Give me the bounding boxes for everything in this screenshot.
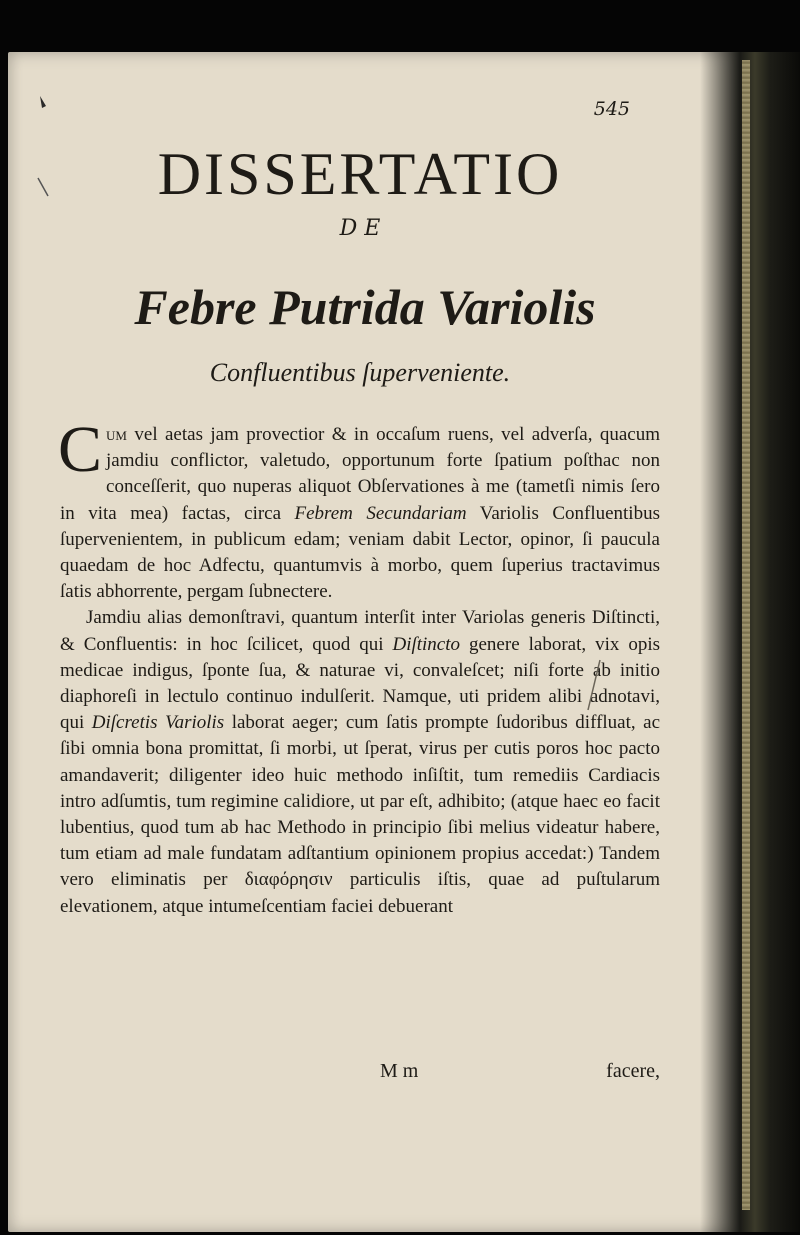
catchword: facere, bbox=[606, 1060, 660, 1082]
paragraph-2-text-3: laborat aeger; cum ſatis prompte ſudoribus diffluat, ac ſibi omnia bona promittat, ſi morbi, ut ſperat, virus per cutis poros hoc pacto amandaverit; diligenter ideo huic methodo inſiſtit, tum remediis Cardiacis intro adſumtis, tum regimine calidiore, ut par eſt, adhibito; (atque haec eo facit lubentius, quod tum ab hac Methodo in principio ſibi melius videatur habere, tum etiam ad male fundatam adſtantium opinionem propius accedat:) Tandem vero eliminatis per bbox=[60, 712, 661, 891]
greek-word: διαφόρησιν bbox=[244, 869, 333, 891]
margin-ink-marks bbox=[10, 60, 70, 200]
body-text bbox=[58, 413, 661, 920]
paragraph-1-italic: Febrem Secundariam bbox=[294, 502, 467, 524]
paragraph-2-text-4: particulis iſtis, quae ad puſtularum elevationem, atque intumeſcentiam faciei debuerant bbox=[60, 869, 660, 917]
page-content bbox=[60, 52, 690, 1232]
drop-cap: C bbox=[58, 413, 103, 486]
paragraph-2-text-2: genere laborat, vix opis medicae indigus, ſponte ſua, & naturae vi, convaleſcet; niſi forte ab initio diaphoreſi in lectulo continuo indulſerit. Namque, uti pridem alibi adnotavi, qui bbox=[60, 633, 660, 734]
paragraph-1 bbox=[58, 413, 660, 605]
paragraph-1-text-2: Variolis Confluentibus ſupervenientem, in publicum edam; veniam dabit Lector, opinor, ſi paucula quaedam de hoc Adfectu, quantumvis à morbo, quem ſuperius tractavimus ſatis abhorrente, pergam ſubnectere. bbox=[60, 502, 660, 603]
margin-slash-mark bbox=[580, 650, 610, 720]
page-number: 545 bbox=[593, 98, 630, 120]
paragraph-2 bbox=[60, 605, 660, 919]
paragraph-2-italic-2: Diſcretis Variolis bbox=[91, 712, 225, 734]
paragraph-2-italic-1: Diſtincto bbox=[392, 633, 461, 655]
book-spine-shadow bbox=[700, 52, 800, 1232]
title-main: DISSERTATIO bbox=[157, 141, 563, 207]
signature-mark: M m bbox=[380, 1060, 419, 1082]
title-subject: Febre Putrida Variolis bbox=[134, 279, 596, 335]
title-de: D E bbox=[339, 216, 381, 241]
paragraph-1-text: vel aetas jam provectior & in occaſum ruens, vel adverſa, quacum jamdiu conflictor, valetudo, opportunum forte ſpatium poſthac non conceſſerit, quo nuperas aliquot Obſervationes à me (tametſi nimis ſero in vita mea) factas, circa bbox=[60, 424, 660, 524]
paragraph-2-text: Jamdiu alias demonſtravi, quantum interſit inter Variolas generis Diſtincti, & Confluentis: in hoc ſcilicet, quod qui bbox=[60, 607, 660, 655]
page-edges bbox=[742, 60, 750, 1210]
lead-word: um bbox=[106, 424, 127, 445]
title-qualifier: Confluentibus ſuperveniente. bbox=[209, 358, 511, 387]
